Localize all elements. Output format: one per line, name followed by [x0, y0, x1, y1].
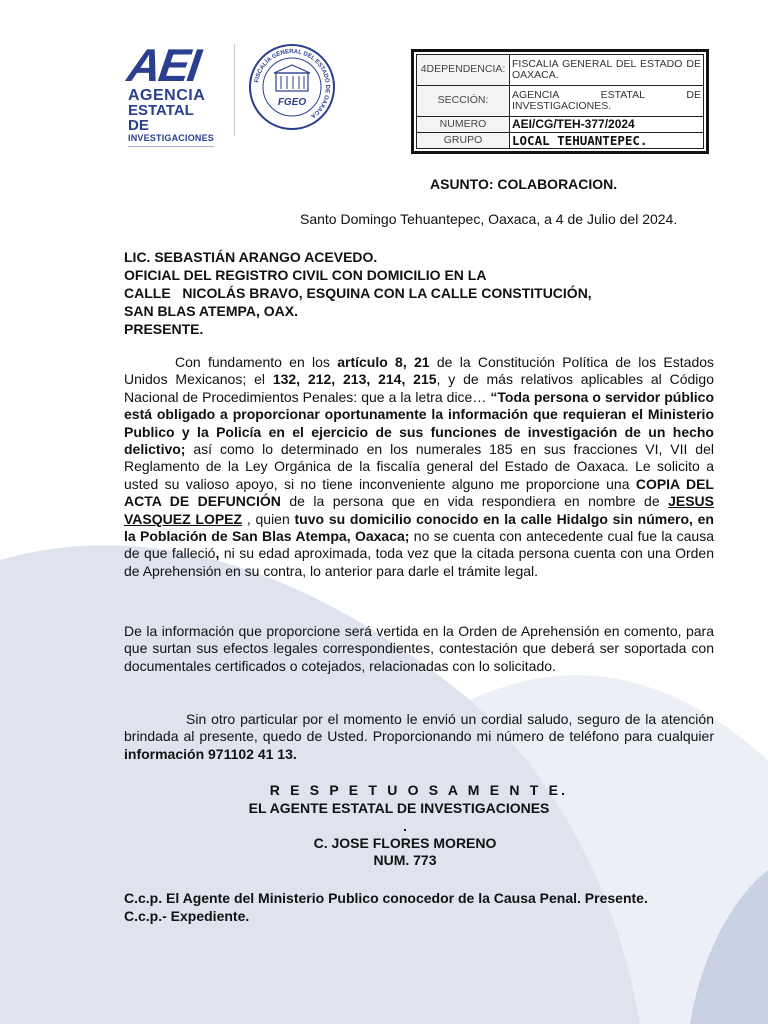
aei-logo	[124, 39, 215, 151]
header-label: SECCIÓN:	[417, 85, 510, 116]
text-span: Sin otro particular por el momento le envió un cordial saludo, seguro de la atención brindada al presente, quedo de Usted. Proporcionando mi número de teléfono para cualquier	[124, 711, 714, 745]
ccp-line: C.c.p. El Agente del Ministerio Publico conocedor de la Causa Penal. Presente.	[124, 890, 648, 906]
logo-mark: AEI	[124, 39, 203, 91]
ccp-line: C.c.p.- Expediente.	[124, 908, 250, 924]
recipient-line: OFICIAL DEL REGISTRO CIVIL CON DOMICILIO EN LA	[124, 267, 487, 283]
seal-ring-text: FISCALÍA GENERAL DEL ESTADO DE OAXACA	[254, 48, 331, 119]
recipient-block	[124, 248, 592, 338]
text-span: ni su edad aproximada, toda vez que la citada persona cuenta con una Orden de Aprehensión en su contra, lo anterior para darle el trámite legal.	[124, 545, 714, 579]
recipient-line: PRESENTE.	[124, 321, 204, 337]
recipient-line: LIC. SEBASTIÁN ARANGO ACEVEDO.	[124, 249, 378, 265]
bold-span: 132, 212, 213, 214, 215	[272, 371, 437, 388]
logo-line-3: INVESTIGACIONES	[128, 133, 215, 143]
text-span: así como lo determinado en los numerales 185 en sus fracciones VI, VII del Reglamento de la Ley Orgánica de la fiscalía general del Estado de Oaxaca. Le solicito a usted su valioso apoyo, si no tiene inconveniente alguno me proporcione una	[124, 441, 714, 492]
bold-span: “Toda persona o servidor público está obligado a proporcionar oportunamente la información que requieran el Ministerio Publico y la Policía en el ejercicio de sus funciones de investigación de un hecho delictivo;	[124, 388, 715, 458]
recipient-line: CALLE NICOLÁS BRAVO, ESQUINA CON LA CALLE CONSTITUCIÓN,	[124, 285, 592, 301]
subject-line: ASUNTO: COLABORACION.	[430, 176, 618, 192]
logo-line-1: AGENCIA	[128, 87, 206, 104]
paragraph-3	[124, 711, 714, 763]
svg-text:FISCALÍA GENERAL DEL ESTADO DE	[254, 49, 330, 119]
signer-name: C. JOSE FLORES MORENO	[313, 835, 497, 851]
signer-number: NUM. 773	[373, 852, 437, 868]
ccp-block	[124, 889, 648, 925]
bold-span: ,	[215, 545, 220, 562]
text-span: , quien	[242, 510, 295, 527]
header-value: AEI/CG/TEH-377/2024	[510, 116, 704, 132]
header-value: LOCAL TEHUANTEPEC.	[510, 132, 704, 148]
logo-divider	[234, 44, 235, 136]
date-line: Santo Domingo Tehuantepec, Oaxaca, a 4 de Julio del 2024.	[300, 211, 678, 227]
paragraph-2: De la información que proporcione será vertida en la Orden de Aprehensión en comento, para que surtan sus efectos legales correspondientes, contestación que deberá ser soportada con documentales certificados o cotejados, relacionadas con lo solicitado.	[124, 623, 714, 674]
header-value: FISCALIA GENERAL DEL ESTADO DE OAXACA.	[510, 55, 704, 86]
closing-respetuosamente: R E S P E T U O S A M E N T E.	[269, 782, 569, 798]
text-span: no se cuenta con antecedente cual fue la causa de que falleció	[124, 528, 714, 562]
table-row	[417, 116, 704, 132]
text-span: de la persona que en vida respondiera en nombre de	[280, 493, 669, 510]
paragraph-1	[124, 354, 714, 580]
header-table	[411, 49, 709, 154]
phone-info: información 971102 41 13.	[124, 745, 297, 762]
table-row	[417, 55, 704, 86]
fgeo-seal-icon	[248, 43, 336, 131]
person-name: JESUS VASQUEZ LOPEZ	[124, 493, 715, 527]
bold-span: tuvo su domicilio conocido en la calle Hidalgo sin número, en la Población de San Blas Atempa, Oaxaca;	[124, 510, 714, 545]
recipient-line: SAN BLAS ATEMPA, OAX.	[124, 303, 298, 319]
header-label: NUMERO	[417, 116, 510, 132]
seal-center-text: FGEO	[277, 97, 307, 108]
text-span: Con fundamento en los	[175, 354, 338, 370]
signer-title: EL AGENTE ESTATAL DE INVESTIGACIONES	[248, 800, 550, 816]
text-span: de la Constitución Política de los Estados Unidos Mexicanos; el	[124, 354, 715, 388]
logo-underline	[128, 146, 214, 151]
header-label: 4DEPENDENCIA:	[417, 55, 510, 86]
text-span: , y de más relativos aplicables al Código Nacional de Procedimientos Penales: que a la letra dice…	[124, 371, 714, 405]
table-row	[417, 85, 704, 116]
bold-span: COPIA DEL ACTA DE DEFUNCIÓN	[124, 475, 714, 510]
signature-dot: .	[403, 818, 407, 834]
header-value: AGENCIA ESTATAL DE INVESTIGACIONES.	[510, 85, 704, 116]
table-row	[417, 132, 704, 148]
header-label: GRUPO	[417, 132, 510, 148]
bold-span: artículo 8, 21	[337, 354, 430, 370]
logo-line-2: ESTATAL DE	[128, 102, 194, 134]
